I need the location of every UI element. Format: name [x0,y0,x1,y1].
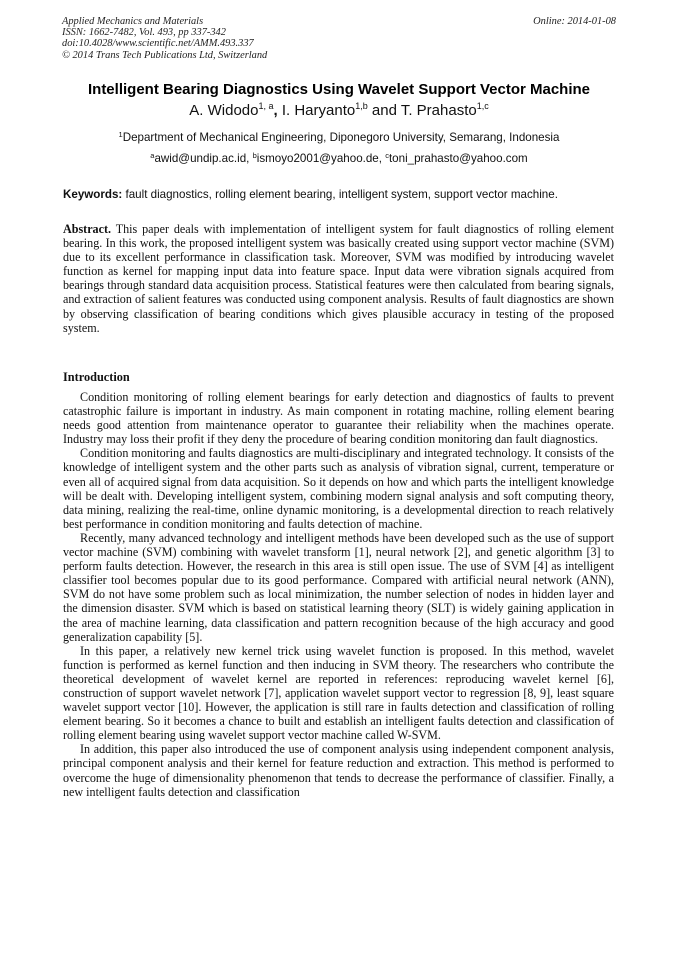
introduction-body [63,390,614,799]
online-date: Online: 2014-01-08 [533,16,616,27]
paragraph: Condition monitoring of rolling element bearings for early detection and diagnostics of faults to prevent catastrophic failure is important in industry. As main component in rotating machine, rolling element bearing needs good attention from maintenance operator to guarantee their reliability when the machines operate. Industry may loss their profit if they deny the procedure of bearing condition monitoring dan fault diagnostics. [63,390,614,447]
author-list [40,102,638,120]
author: I. Haryanto$^{1,b}$ and [281,101,401,119]
journal-issn: ISSN: 1662-7482, Vol. 493, pp 337-342 [62,27,226,39]
journal-copyright: © 2014 Trans Tech Publications Ltd, Switzerland [62,49,268,61]
paragraph: Condition monitoring and faults diagnostics are multi-disciplinary and integrated technology. It consists of the knowledge of intelligent system and the other parts such as analysis of vibration signal, current, temperature or even all of acquired signal from data acquisition. So it depends on how and which parts the intelligent knowledge will be dealt with. Developing intelligent system, combining modern signal analysis and soft computing theory, data mining, realizing the real-time, online dynamic monitoring, is a developmental direction to reach relatively best performance in condition monitoring and faults detection of machine. [63,446,614,531]
keywords-text: fault diagnostics, rolling element bearing, intelligent system, support vector machine. [122,188,558,201]
author-emails [40,152,638,166]
journal-header [62,16,616,61]
journal-doi: doi:10.4028/www.scientific.net/AMM.493.337 [62,38,254,50]
abstract-label: Abstract. [63,222,112,236]
section-heading-introduction: Introduction [63,370,130,384]
keywords [63,188,623,202]
abstract [63,222,614,335]
paragraph: In this paper, a relatively new kernel trick using wavelet function is proposed. In this method, wavelet function is performed as kernel function and then inducing in SVM theory. The researchers who contribute the theoretical development of wavelet kernel are reported in references: reproducing wavelet kernel [6], construction of support wavelet network [7], application wavelet support vector to regression [8, 9], least square wavelet support vector [10]. However, the application is still rare in faults detection and classification of rolling element bearing. So it becomes a chance to built and establish an intelligent faults detection and classification of rolling element bearing using wavelet support vector machine called W-SVM. [63,643,614,743]
affiliation: $^1$Department of Mechanical Engineering, Diponegoro University, Semarang, Indonesia [118,130,560,144]
journal-name: Applied Mechanics and Materials [62,16,204,27]
author: T. Prahasto$^{1,c}$ [400,101,489,119]
paragraph: Recently, many advanced technology and intelligent methods have been developed such as the use of support vector machine (SVM) combining with wavelet transform [1], neural network [2], and genetic algorithm [3] to perform faults detection. However, the research in this area is still open issue. The use of SVM [4] as intelligent classifier tool becomes popular due to its good performance. Compared with artificial neural network (ANN), SVM do not have some problem such as local minimization, the number selection of nodes in hidden layer and the dimension disaster. SVM which is based on statistical learning theory (SLT) is widely gaining application in the area of machine learning, data classification and pattern recognition because of the high accuracy and good generalization capability [5]. [63,530,614,644]
email: $^a$awid@undip.ac.id, [150,151,253,165]
email: $^b$ismoyo2001@yahoo.de, [252,151,386,165]
paragraph: In addition, this paper also introduced the use of component analysis using independent component analysis, principal component analysis and their kernel for feature reduction and extraction. This method is performed to overcome the huge of dimensionality phenomenon that tends to decrease the performance of classifier. Finally, a new intelligent faults detection and classification [63,742,614,799]
abstract-text: This paper deals with implementation of intelligent system for fault diagnostics of rolling element bearing. In this work, the proposed intelligent system was basically created using support vector machine (SVM) due to its excellent performance in classification task. Moreover, SVM was modified by introducing wavelet function as kernel for mapping input data into feature space. Input data were vibration signals acquired from bearings through standard data acquisition process. Statistical features were then calculated from bearing signals, and extraction of salient features was conducted using component analysis. Results of fault diagnostics are shown by observing classification of bearing conditions which gives plausible accuracy in testing of the proposed system. [63,222,614,335]
keywords-label: Keywords: [63,188,123,201]
author: A. Widodo$^{1, a}$, [189,101,282,119]
email: $^c$toni_prahasto@yahoo.com [385,151,528,165]
paper-title: Intelligent Bearing Diagnostics Using Wavelet Support Vector Machine [87,81,591,98]
